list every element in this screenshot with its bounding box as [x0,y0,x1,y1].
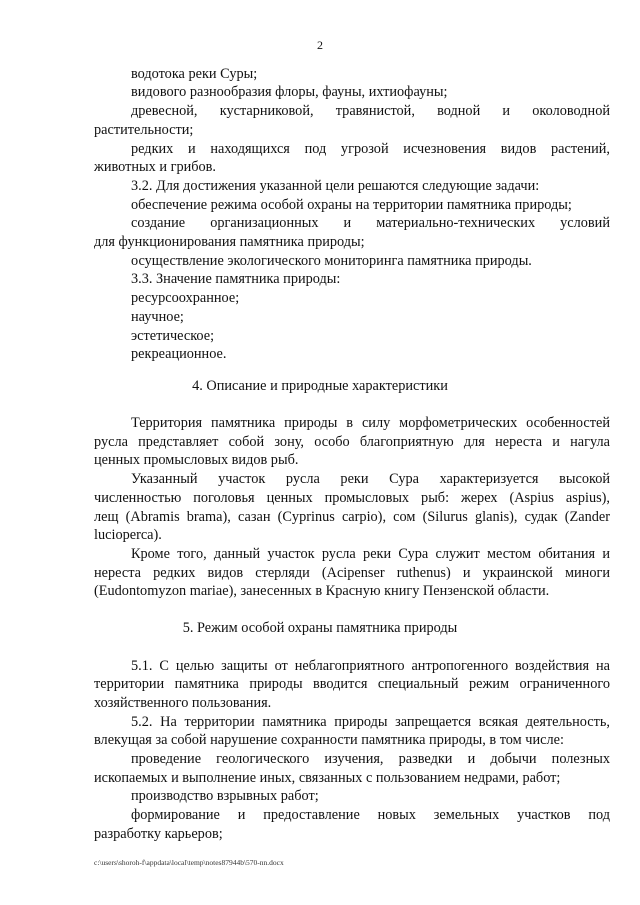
text-line: эстетическое; [131,328,215,344]
page-number: 2 [317,38,323,52]
text-line: проведение геологического изучения, разведки и добычи полезных [131,751,610,767]
text-line: обеспечение режима особой охраны на территории памятника природы; [131,197,572,213]
text-line: русла представляет собой зону, особо благоприятную для нереста и нагула [94,434,610,450]
footer-file-path: c:\users\shoroh-f\appdata\local\temp\notes87944b\570-nn.docx [94,858,284,867]
text-line: нереста редких видов стерляди (Acipenser ruthenus) и украинской миноги [94,565,610,581]
text-line: Кроме того, данный участок русла реки Сура служит местом обитания и [131,546,610,562]
text-line: влекущая за собой нарушение сохранности памятника природы, в том числе: [94,732,564,748]
text-line: ископаемых и выполнение иных, связанных с пользованием недрами, работ; [94,770,561,786]
text-line: Указанный участок русла реки Сура характеризуется высокой [131,471,610,487]
text-line: научное; [131,309,184,325]
text-line: (Eudontomyzon mariae), занесенных в Красную книгу Пензенской области. [94,583,550,599]
text-line: формирование и предоставление новых земельных участков под [131,807,610,823]
text-line: численностью поголовья ценных промысловых рыб: жерех (Aspius aspius), [94,490,610,506]
text-line: животных и грибов. [94,159,217,175]
text-line: лещ (Abramis brama), сазан (Cyprinus carpio), сом (Silurus glanis), судак (Zander [94,509,610,525]
text-line: производство взрывных работ; [131,788,319,804]
text-line: хозяйственного пользования. [94,695,272,711]
text-line: разработку карьеров; [94,826,223,842]
text-line: территории памятника природы вводится специальный режим ограниченного [94,676,610,692]
text-line: 5.2. На территории памятника природы запрещается всякая деятельность, [131,714,610,730]
text-line: растительности; [94,122,194,138]
text-line: ценных промысловых видов рыб. [94,452,299,468]
text-line: Территория памятника природы в силу морфометрических особенностей [131,415,610,431]
text-line: осуществление экологического мониторинга памятника природы. [131,253,532,269]
text-line: 5.1. С целью защиты от неблагоприятного антропогенного воздействия на [131,658,610,674]
text-line: редких и находящихся под угрозой исчезновения видов растений, [131,141,610,157]
text-line: рекреационное. [131,346,227,362]
text-line: создание организационных и материально-технических условий [131,215,610,231]
text-line: древесной, кустарниковой, травянистой, водной и околоводной [131,103,610,119]
text-line: 3.2. Для достижения указанной цели решаются следующие задачи: [131,178,540,194]
text-line: водотока реки Суры; [131,66,258,82]
text-line: 3.3. Значение памятника природы: [131,271,341,287]
text-line: lucioperca). [94,527,162,543]
section-heading-4: 4. Описание и природные характеристики [192,378,448,394]
text-line: видового разнообразия флоры, фауны, ихтиофауны; [131,84,448,100]
text-line: ресурсоохранное; [131,290,240,306]
section-heading-5: 5. Режим особой охраны памятника природы [182,620,458,636]
text-line: для функционирования памятника природы; [94,234,365,250]
